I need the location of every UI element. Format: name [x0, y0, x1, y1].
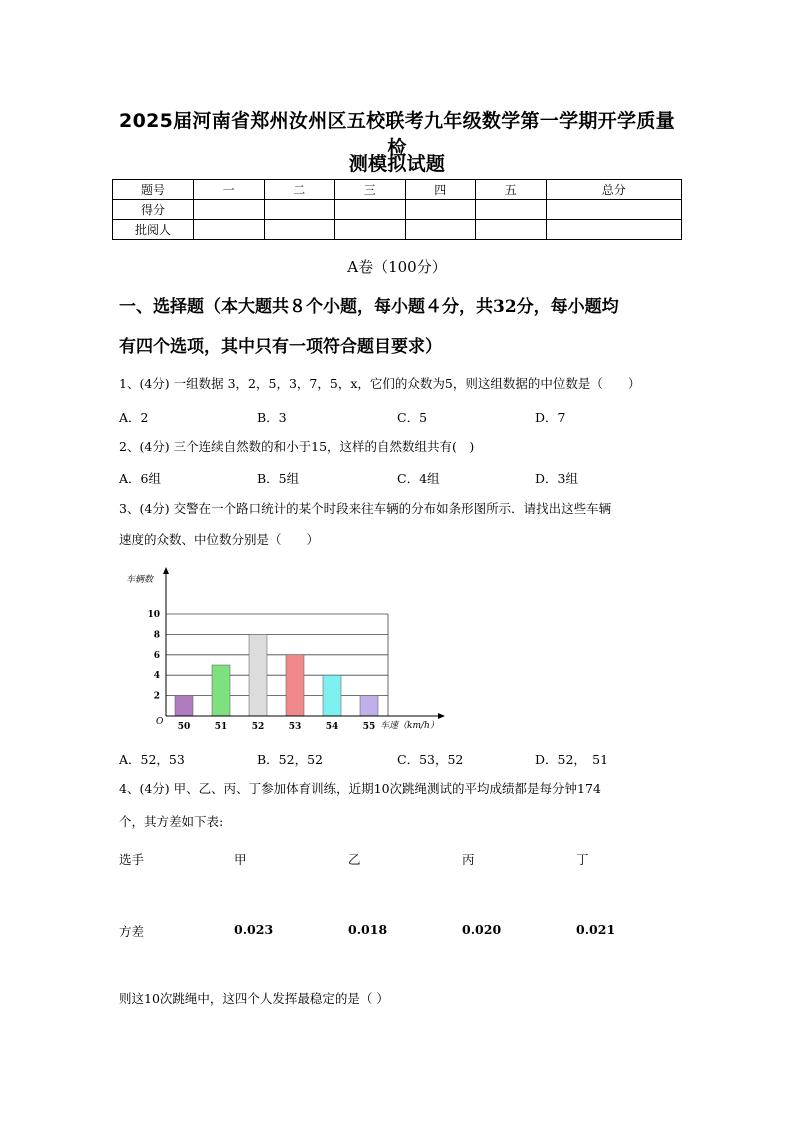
- y-tick-label: 6: [153, 650, 160, 661]
- option-c: C．5: [397, 410, 428, 425]
- score-input-cell: [476, 200, 547, 220]
- score-input-cell: [546, 220, 682, 240]
- x-tick-label: 50: [177, 722, 191, 732]
- variance-cell: 0.023: [234, 922, 274, 937]
- score-input-cell: [335, 200, 406, 220]
- score-table-header-row: [113, 180, 682, 200]
- y-tick-label: 4: [153, 671, 160, 682]
- score-table-row: [113, 200, 682, 220]
- question-3-text-line-1: 3、(4分) 交警在一个路口统计的某个时段来往车辆的分布如条形图所示．请找出这些车辆: [119, 501, 612, 516]
- y-axis-arrow: [163, 567, 169, 574]
- vehicle-speed-bar-chart: [118, 566, 448, 736]
- exam-title-line-1: 2025届河南省郑州汝州区五校联考九年级数学第一学期开学质量检: [119, 110, 675, 159]
- score-input-cell: [264, 200, 335, 220]
- part1-heading-line-2: 有四个选项，其中只有一项符合题目要求）: [119, 337, 442, 357]
- bar-54: [323, 675, 341, 716]
- x-tick-label: 54: [325, 722, 339, 732]
- score-table-cell: 四: [405, 180, 476, 200]
- question-1-text: 1、(4分) 一组数据 3，2，5，3，7，5，x，它们的众数为5，则这组数据的中位数是（ ）: [119, 376, 641, 391]
- option-c: C．4组: [397, 471, 440, 486]
- variance-header-cell: 甲: [234, 852, 247, 867]
- section-a-title: A卷（100分）: [347, 258, 447, 276]
- y-tick-label: 2: [153, 691, 160, 702]
- option-a: A．6组: [119, 471, 161, 486]
- variance-header-cell: 选手: [119, 852, 145, 867]
- option-d: D．7: [535, 410, 566, 425]
- variance-header-cell: 乙: [348, 852, 361, 867]
- score-table-cell: 批阅人: [113, 220, 194, 240]
- score-table-cell: 三: [335, 180, 406, 200]
- variance-cell: 0.020: [462, 922, 502, 937]
- score-table-cell: 一: [194, 180, 265, 200]
- bar-53: [286, 655, 304, 716]
- option-b: B．52，52: [257, 752, 323, 767]
- score-table: [112, 179, 682, 240]
- option-d: D．52， 51: [535, 752, 609, 767]
- bar-55: [360, 696, 378, 716]
- question-4-text-line-3: 则这10次跳绳中，这四个人发挥最稳定的是（ ）: [119, 991, 389, 1006]
- variance-cell: 0.018: [348, 922, 388, 937]
- x-axis-label: 车速（km/h）: [380, 721, 439, 731]
- option-a: A．52，53: [119, 752, 185, 767]
- variance-cell: 方差: [119, 924, 145, 939]
- origin-label: O: [156, 717, 164, 727]
- option-d: D．3组: [535, 471, 578, 486]
- question-3-text-line-2: 速度的众数、中位数分别是（ ）: [119, 532, 320, 547]
- y-tick-label: 8: [153, 630, 160, 641]
- score-input-cell: [405, 200, 476, 220]
- question-1-options: [119, 408, 685, 428]
- x-axis-arrow: [438, 713, 445, 719]
- y-axis-label: 车辆数: [126, 575, 154, 585]
- variance-cell: 0.021: [576, 922, 616, 937]
- variance-header-cell: 丙: [462, 852, 475, 867]
- x-tick-label: 55: [362, 722, 376, 732]
- score-input-cell: [264, 220, 335, 240]
- score-table-cell: 得分: [113, 200, 194, 220]
- question-2-options: [119, 469, 685, 489]
- question-2-text: 2、(4分) 三个连续自然数的和小于15，这样的自然数组共有( ): [119, 439, 475, 454]
- score-input-cell: [476, 220, 547, 240]
- option-b: B．3: [257, 410, 287, 425]
- score-input-cell: [405, 220, 476, 240]
- variance-header-cell: 丁: [576, 852, 589, 867]
- score-table-row: [113, 220, 682, 240]
- score-table-cell: 五: [476, 180, 547, 200]
- score-input-cell: [194, 200, 265, 220]
- option-a: A．2: [119, 410, 149, 425]
- part1-heading-line-1: 一、选择题（本大题共８个小题，每小题４分，共32分，每小题均: [119, 297, 619, 317]
- exam-title-line-2: 测模拟试题: [348, 153, 446, 175]
- bar-52: [249, 634, 267, 716]
- score-table-cell: 题号: [113, 180, 194, 200]
- chart-grid: [166, 614, 388, 716]
- score-table-cell: 二: [264, 180, 335, 200]
- x-tick-label: 52: [251, 722, 265, 732]
- question-4-text-line-1: 4、(4分) 甲、乙、丙、丁参加体育训练，近期10次跳绳测试的平均成绩都是每分钟174: [119, 781, 601, 796]
- score-input-cell: [546, 200, 682, 220]
- x-tick-label: 51: [214, 722, 228, 732]
- score-table-cell: 总分: [546, 180, 682, 200]
- bar-51: [212, 665, 230, 716]
- y-tick-label: 10: [147, 610, 160, 620]
- question-3-options: [119, 750, 685, 770]
- score-input-cell: [335, 220, 406, 240]
- score-input-cell: [194, 220, 265, 240]
- bar-50: [175, 696, 193, 716]
- question-4-text-line-2: 个，其方差如下表:: [119, 814, 224, 829]
- x-tick-label: 53: [288, 722, 302, 732]
- option-c: C．53，52: [397, 752, 464, 767]
- option-b: B．5组: [257, 471, 300, 486]
